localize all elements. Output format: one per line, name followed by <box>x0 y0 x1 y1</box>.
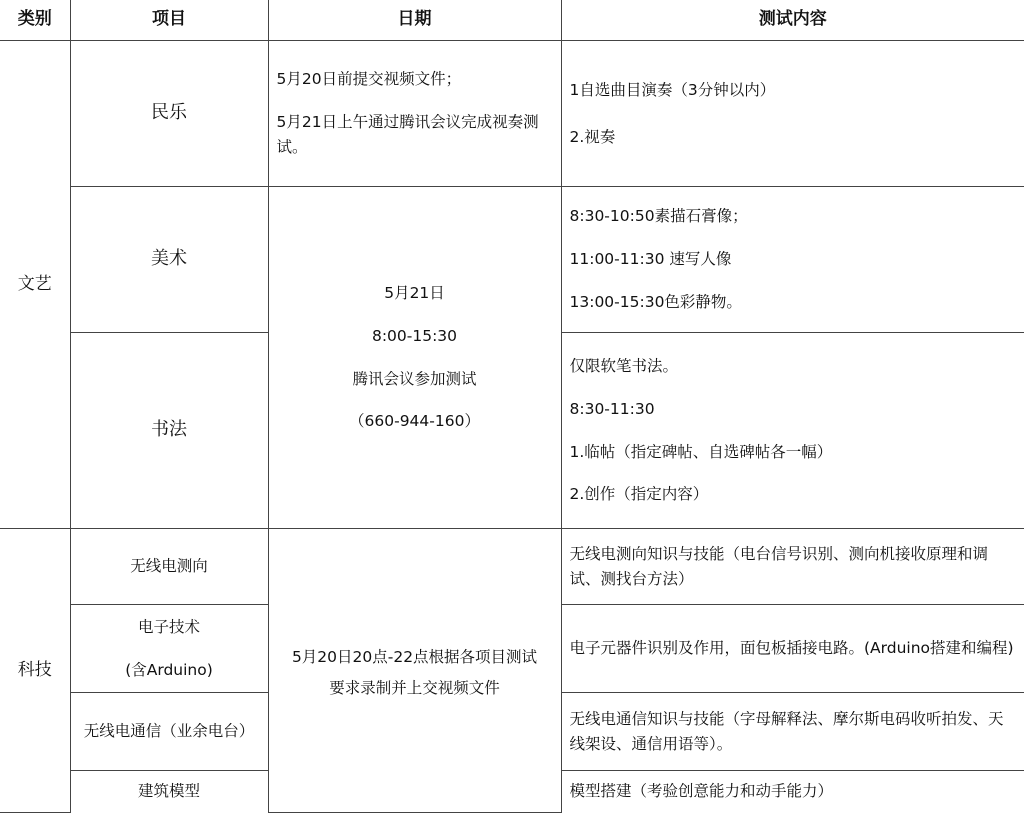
content-dianzi-jishu: 电子元器件识别及作用，面包板插接电路。(Arduino搭建和编程) <box>561 605 1024 693</box>
date-wenyi-shared <box>268 187 561 529</box>
content-minyue <box>561 41 1024 187</box>
header-content: 测试内容 <box>561 0 1024 41</box>
table-row <box>0 41 1024 187</box>
date-line: 8:00-15:30 <box>371 326 458 345</box>
content-line: 8:30-10:50素描石膏像； <box>569 207 748 226</box>
table-row <box>0 187 1024 333</box>
date-minyue <box>268 41 561 187</box>
project-line: (含Arduino) <box>125 660 213 679</box>
project-line: 电子技术 <box>137 617 200 636</box>
table-row <box>0 529 1024 605</box>
content-line: 8:30-11:30 <box>569 399 655 418</box>
content-line: 仅限软笔书法。 <box>569 356 679 375</box>
category-wenyi: 文艺 <box>0 41 70 529</box>
content-jianzhu-moxing: 模型搭建（考验创意能力和动手能力） <box>561 771 1024 813</box>
content-wuxiandian-tongxin: 无线电通信知识与技能（字母解释法、摩尔斯电码收听拍发、天线架设、通信用语等）。 <box>561 693 1024 771</box>
project-dianzi-jishu <box>70 605 268 693</box>
content-meishu <box>561 187 1024 333</box>
content-line: 1.临帖（指定碑帖、自选碑帖各一幅） <box>569 442 833 461</box>
date-line: 腾讯会议参加测试 <box>352 369 477 388</box>
date-line: 5月21日 <box>384 283 445 302</box>
date-line: 5月20日前提交视频文件； <box>276 70 462 89</box>
project-shufa: 书法 <box>70 333 268 529</box>
date-line: （660-944-160） <box>349 412 480 431</box>
content-shufa <box>561 333 1024 529</box>
content-line: 13:00-15:30色彩静物。 <box>569 292 742 311</box>
date-line: 5月20日20点-22点根据各项目测试 <box>291 648 538 666</box>
project-jianzhu-moxing: 建筑模型 <box>70 771 268 813</box>
content-wuxiandian-cexiang: 无线电测向知识与技能（电台信号识别、测向机接收原理和调试、测找台方法） <box>561 529 1024 605</box>
project-wuxiandian-tongxin: 无线电通信（业余电台） <box>70 693 268 771</box>
date-keji-shared <box>268 529 561 813</box>
content-line: 1自选曲目演奏（3分钟以内） <box>569 80 776 99</box>
content-line: 2.创作（指定内容） <box>569 485 709 504</box>
header-project: 项目 <box>70 0 268 41</box>
header-category: 类别 <box>0 0 70 41</box>
project-wuxiandian-cexiang: 无线电测向 <box>70 529 268 605</box>
category-keji: 科技 <box>0 529 70 813</box>
project-meishu: 美术 <box>70 187 268 333</box>
date-line: 要求录制并上交视频文件 <box>329 678 500 697</box>
header-row <box>0 0 1024 41</box>
header-date: 日期 <box>268 0 561 41</box>
content-line: 2.视奏 <box>569 127 616 146</box>
date-line: 5月21日上午通过腾讯会议完成视奏测试。 <box>276 113 539 156</box>
project-minyue: 民乐 <box>70 41 268 187</box>
content-line: 11:00-11:30 速写人像 <box>569 250 732 269</box>
